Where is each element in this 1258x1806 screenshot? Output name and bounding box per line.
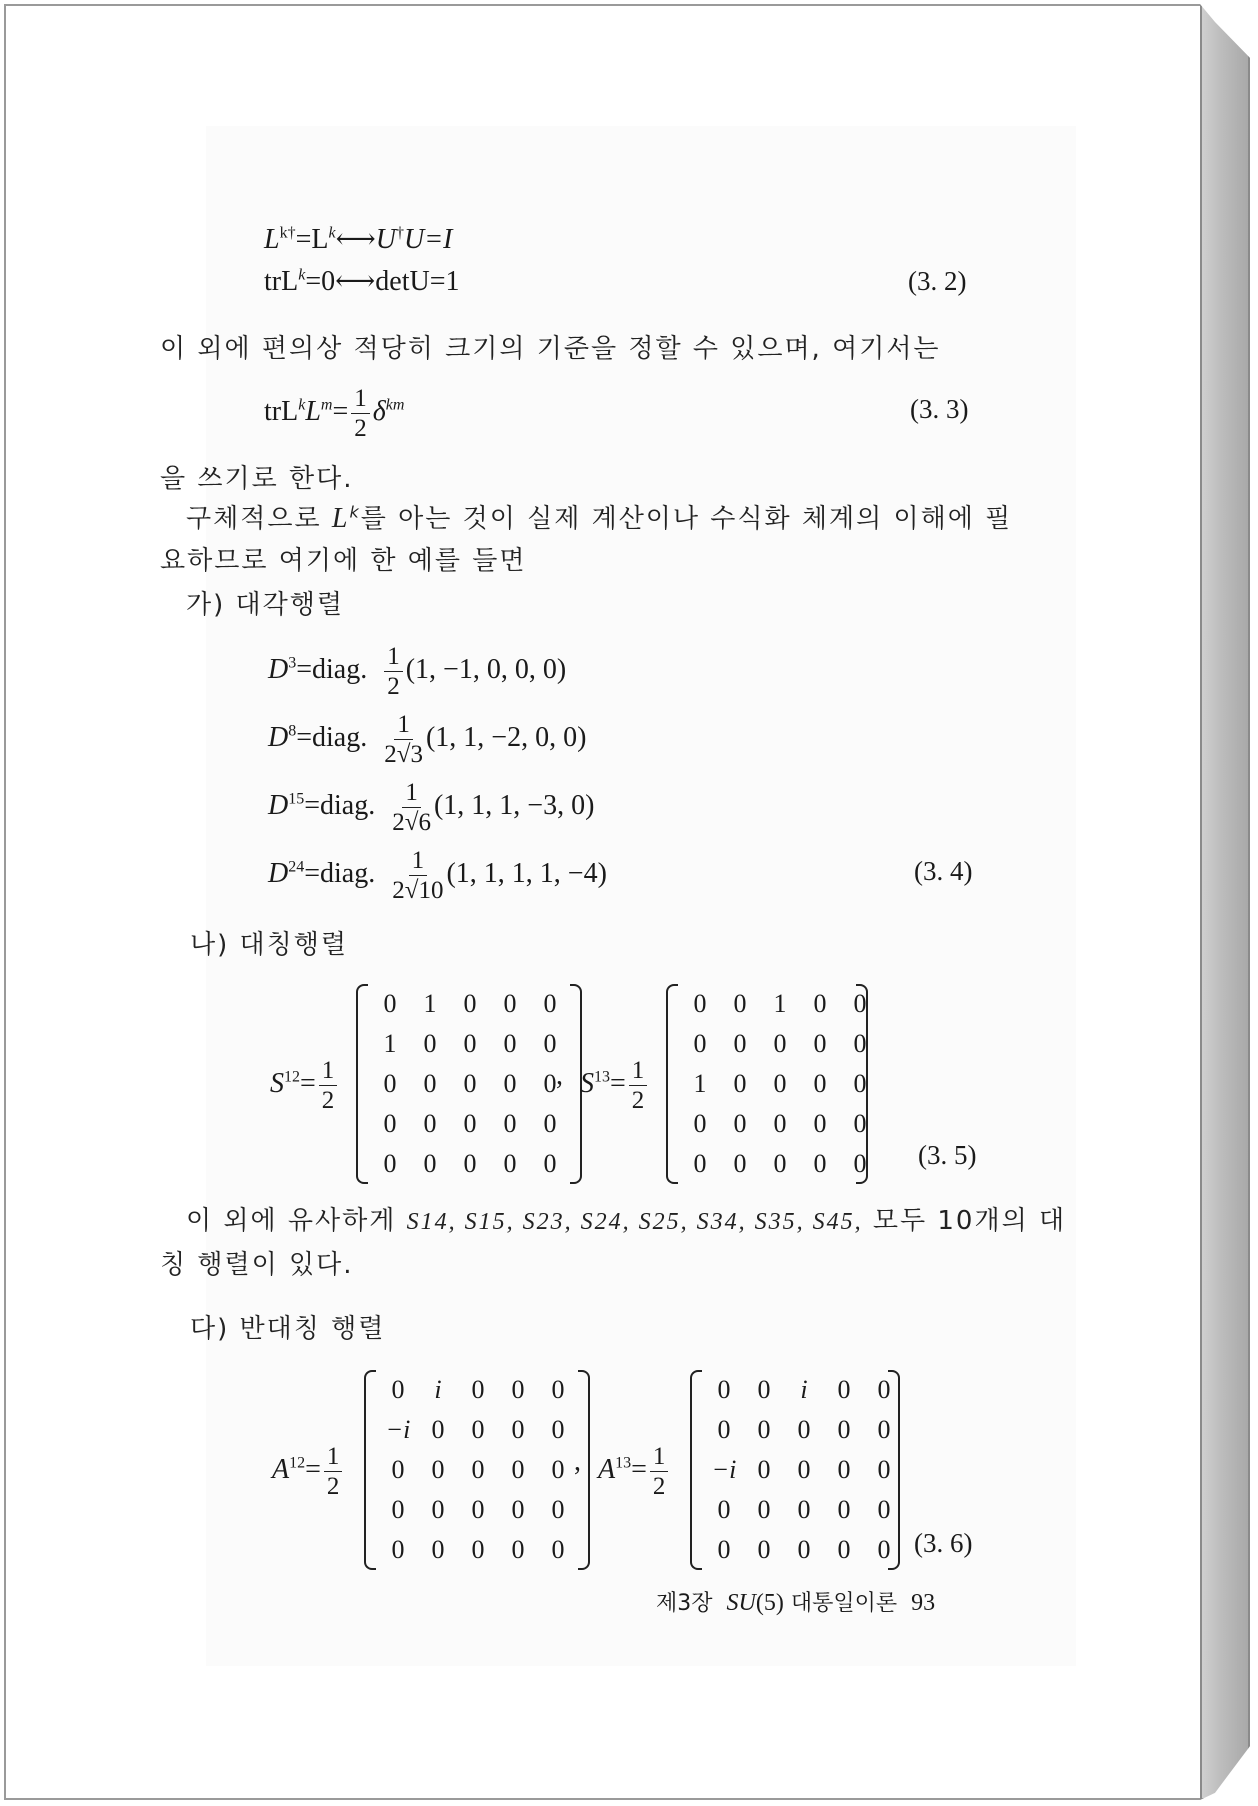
page-footer: 제3장 SU(5) 대통일이론 93 <box>656 1590 936 1616</box>
matrix-entry: 0 <box>423 1029 437 1058</box>
matrix-entry: 0 <box>511 1535 525 1564</box>
matrix-entry: 0 <box>383 989 397 1018</box>
matrix-entry: 0 <box>383 1109 397 1138</box>
matrix-entry: i <box>800 1375 808 1404</box>
matrix-entry: 0 <box>383 1149 397 1178</box>
eq-3-4-row: $D^3=diag$. $\frac{1}{2}$ (1, −1, 0, 0, 0) <box>268 643 567 700</box>
matrix-entry: 0 <box>797 1415 811 1444</box>
matrix-entry: 0 <box>471 1535 485 1564</box>
matrix-entry: 0 <box>773 1029 787 1058</box>
eq-3-4-row: $D^8=diag$. $\frac{1}{2√3}$ (1, 1, −2, 0, 0) <box>268 711 587 768</box>
comma: , <box>556 1060 563 1091</box>
matrix-entry: 0 <box>551 1375 565 1404</box>
matrix-entry: 0 <box>797 1535 811 1564</box>
matrix-entry: 0 <box>757 1495 771 1524</box>
matrix-entry: 0 <box>463 1069 477 1098</box>
matrix-entry: 0 <box>773 1109 787 1138</box>
antisymmetric-matrix-a13 <box>704 1370 904 1570</box>
matrix-entry: 0 <box>877 1535 891 1564</box>
matrix-entry: 0 <box>391 1455 405 1484</box>
comma: , <box>574 1446 581 1477</box>
matrix-entry: 0 <box>853 1069 867 1098</box>
matrix-entry: 0 <box>813 1069 827 1098</box>
matrix-entry: 0 <box>551 1495 565 1524</box>
matrix-entry: 1 <box>773 989 787 1018</box>
matrix-entry: 0 <box>773 1069 787 1098</box>
matrix-entry: 0 <box>877 1495 891 1524</box>
matrix-bracket-left <box>364 1370 376 1570</box>
matrix-entry: 0 <box>837 1455 851 1484</box>
matrix-entry: 0 <box>797 1495 811 1524</box>
paragraph-text: 이 외에 유사하게 S14, S15, S23, S24, S25, S34, S35, S45, 모두 10개의 대 <box>186 1206 1067 1236</box>
matrix-entry: 0 <box>463 1149 477 1178</box>
matrix-entry: 0 <box>877 1375 891 1404</box>
matrix-entry: 0 <box>471 1495 485 1524</box>
matrix-entry: 0 <box>471 1455 485 1484</box>
matrix-entry: 0 <box>511 1495 525 1524</box>
equation-number: (3. 5) <box>918 1140 977 1170</box>
equation-number: (3. 2) <box>908 266 967 296</box>
matrix-entry: −i <box>711 1455 737 1484</box>
matrix-entry: 0 <box>813 1149 827 1178</box>
matrix-entry: 0 <box>503 1029 517 1058</box>
matrix-entry: 0 <box>391 1495 405 1524</box>
eq-3-6-left-label: $A^{12}=$ $\frac{1}{2}$ <box>272 1444 345 1499</box>
matrix-entry: 0 <box>757 1535 771 1564</box>
matrix-entry: 0 <box>463 1029 477 1058</box>
matrix-bracket-right <box>888 1370 900 1570</box>
page-number: 93 <box>911 1590 936 1616</box>
matrix-entry: 0 <box>757 1415 771 1444</box>
matrix-entry: 0 <box>837 1535 851 1564</box>
eq-3-5-left-label: $S^{12}=$ $\frac{1}{2}$ <box>270 1058 340 1113</box>
matrix-entry: 0 <box>551 1415 565 1444</box>
matrix-entry: 0 <box>693 1149 707 1178</box>
matrix-entry: 0 <box>503 1109 517 1138</box>
matrix-entry: 0 <box>391 1375 405 1404</box>
matrix-entry: 0 <box>877 1415 891 1444</box>
paragraph-text: 이 외에 편의상 적당히 크기의 기준을 정할 수 있으며, 여기서는 <box>160 334 941 364</box>
matrix-entry: 0 <box>853 989 867 1018</box>
matrix-entry: 0 <box>543 1029 557 1058</box>
matrix-entry: 1 <box>383 1029 397 1058</box>
matrix-entry: 0 <box>423 1069 437 1098</box>
matrix-entry: 0 <box>423 1109 437 1138</box>
page-edge-shadow <box>1200 4 1250 1800</box>
matrix-entry: 0 <box>503 989 517 1018</box>
matrix-entry: 0 <box>543 1149 557 1178</box>
matrix-entry: 0 <box>431 1415 445 1444</box>
matrix-entry: 0 <box>551 1455 565 1484</box>
matrix-entry: 0 <box>813 1029 827 1058</box>
matrix-bracket-right <box>856 984 868 1184</box>
matrix-entry: 0 <box>471 1375 485 1404</box>
matrix-entry: 0 <box>423 1149 437 1178</box>
matrix-entry: 0 <box>733 1149 747 1178</box>
matrix-entry: 0 <box>463 989 477 1018</box>
symmetric-matrix-s12 <box>370 984 570 1184</box>
eq-3-6-right-label: $A^{13}=$ $\frac{1}{2}$ <box>598 1444 671 1499</box>
matrix-entry: 0 <box>837 1415 851 1444</box>
matrix-entry: 0 <box>797 1455 811 1484</box>
matrix-entry: 0 <box>511 1375 525 1404</box>
matrix-entry: i <box>434 1375 442 1404</box>
matrix-entry: 1 <box>423 989 437 1018</box>
matrix-entry: 0 <box>717 1495 731 1524</box>
antisymmetric-matrix-a12 <box>378 1370 578 1570</box>
eq-3-5-right-label: $S^{13}=$ $\frac{1}{2}$ <box>580 1058 650 1113</box>
matrix-entry: −i <box>385 1415 411 1444</box>
matrix-entry: 0 <box>543 1109 557 1138</box>
matrix-entry: 0 <box>503 1069 517 1098</box>
matrix-entry: 0 <box>511 1455 525 1484</box>
matrix-entry: 0 <box>813 989 827 1018</box>
matrix-bracket-left <box>690 1370 702 1570</box>
section-heading: 가) 대각행렬 <box>186 590 344 620</box>
symmetric-matrix-s13 <box>680 984 880 1184</box>
matrix-entry: 0 <box>837 1375 851 1404</box>
matrix-entry: 0 <box>543 989 557 1018</box>
matrix-entry: 0 <box>757 1375 771 1404</box>
matrix-entry: 0 <box>471 1415 485 1444</box>
matrix-entry: 0 <box>431 1495 445 1524</box>
matrix-entry: 0 <box>733 1029 747 1058</box>
eq-3-2-line1: $L^{k\dagger}=L^k⟷U^\dagger U=I$ <box>264 224 453 255</box>
matrix-entry: 0 <box>503 1149 517 1178</box>
matrix-entry: 0 <box>877 1455 891 1484</box>
equation-number: (3. 6) <box>914 1528 973 1558</box>
matrix-entry: 1 <box>693 1069 707 1098</box>
matrix-entry: 0 <box>543 1069 557 1098</box>
eq-3-2-line2: trL$^k$=0⟷detU=1 <box>264 266 460 297</box>
eq-3-4-row: $D^{24}=diag$. $\frac{1}{2√10}$ (1, 1, 1, 1, −4) <box>268 847 607 904</box>
matrix-entry: 0 <box>391 1535 405 1564</box>
matrix-entry: 0 <box>813 1109 827 1138</box>
paragraph-text: 칭 행렬이 있다. <box>160 1250 354 1280</box>
matrix-bracket-left <box>356 984 368 1184</box>
paragraph-text: 요하므로 여기에 한 예를 들면 <box>160 546 527 576</box>
matrix-entry: 0 <box>757 1455 771 1484</box>
matrix-entry: 0 <box>551 1535 565 1564</box>
matrix-entry: 0 <box>431 1455 445 1484</box>
section-heading: 나) 대칭행렬 <box>190 930 348 960</box>
matrix-entry: 0 <box>853 1029 867 1058</box>
matrix-entry: 0 <box>733 1109 747 1138</box>
matrix-entry: 0 <box>693 1029 707 1058</box>
matrix-entry: 0 <box>463 1109 477 1138</box>
matrix-entry: 0 <box>717 1535 731 1564</box>
matrix-entry: 0 <box>511 1415 525 1444</box>
section-heading: 다) 반대칭 행렬 <box>190 1314 386 1344</box>
matrix-entry: 0 <box>733 989 747 1018</box>
matrix-entry: 0 <box>383 1069 397 1098</box>
matrix-bracket-left <box>666 984 678 1184</box>
matrix-entry: 0 <box>853 1109 867 1138</box>
matrix-entry: 0 <box>837 1495 851 1524</box>
matrix-entry: 0 <box>717 1375 731 1404</box>
eq-3-3: $trL^kL^m=$ $\frac{1}{2}$ $\delta^{km}$ <box>264 385 405 442</box>
matrix-entry: 0 <box>733 1069 747 1098</box>
matrix-entry: 0 <box>431 1535 445 1564</box>
matrix-entry: 0 <box>693 1109 707 1138</box>
matrix-entry: 0 <box>853 1149 867 1178</box>
paragraph-text: 구체적으로 $L^k$를 아는 것이 실제 계산이나 수식화 체계의 이해에 필 <box>186 502 1013 534</box>
equation-number: (3. 3) <box>910 394 969 424</box>
matrix-entry: 0 <box>773 1149 787 1178</box>
matrix-entry: 0 <box>717 1415 731 1444</box>
eq-3-4-row: $D^{15}=diag$. $\frac{1}{2√6}$ (1, 1, 1, −3, 0) <box>268 779 595 836</box>
matrix-entry: 0 <box>693 989 707 1018</box>
paragraph-text: 을 쓰기로 한다. <box>160 464 354 494</box>
equation-number: (3. 4) <box>914 856 973 886</box>
